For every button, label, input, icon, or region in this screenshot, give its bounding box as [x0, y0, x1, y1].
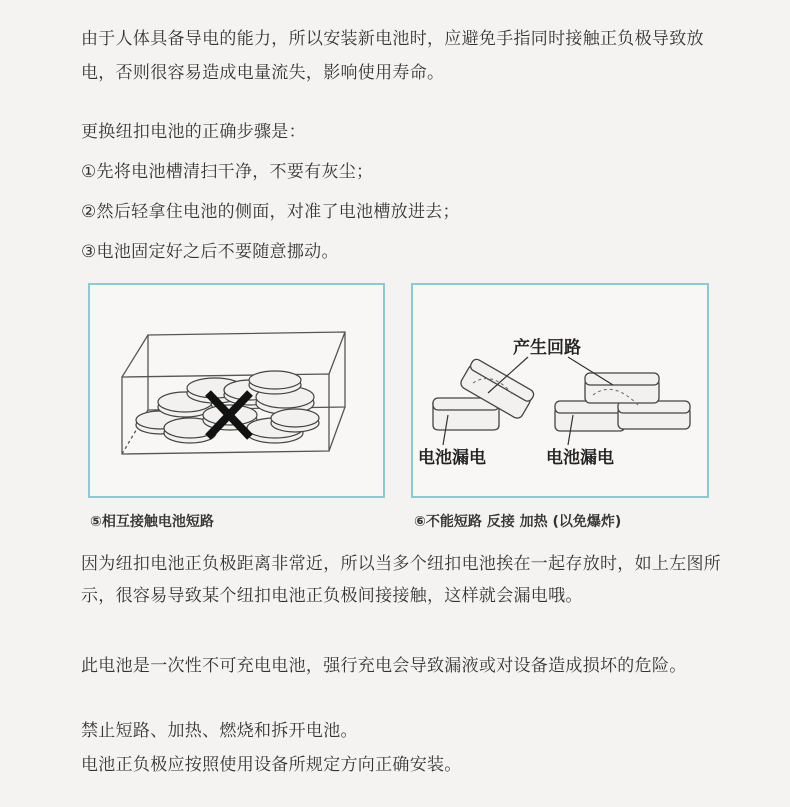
short-circuit-illustration	[413, 285, 711, 500]
intro-paragraph: 由于人体具备导电的能力，所以安装新电池时，应避免手指同时接触正负极导致放电，否则很容易造成电量流失，影响使用寿命。	[81, 29, 704, 83]
leak-label-right: 电池漏电	[546, 448, 614, 468]
warning-no-short-circuit: 禁止短路、加热、燃烧和拆开电池。	[81, 721, 358, 741]
step-3: ③电池固定好之后不要随意挪动。	[81, 242, 339, 262]
figure-stacked-batteries	[88, 283, 385, 498]
steps-title: 更换纽扣电池的正确步骤是：	[81, 122, 306, 142]
stacked-batteries-illustration	[90, 285, 387, 500]
step-1: ①先将电池槽清扫干净，不要有灰尘；	[81, 162, 374, 182]
step-2: ②然后轻拿住电池的侧面，对准了电池槽放进去；	[81, 202, 460, 222]
explain-paragraph: 因为纽扣电池正负极距离非常近，所以当多个纽扣电池挨在一起存放时，如上左图所示，很容易导致某个纽扣电池正负极间接接触，这样就会漏电哦。	[81, 554, 722, 606]
warning-non-rechargeable: 此电池是一次性不可充电电池，强行充电会导致漏液或对设备造成损坏的危险。	[81, 656, 687, 676]
loop-label: 产生回路	[513, 338, 581, 358]
figure-short-circuit	[411, 283, 709, 498]
figure-left-caption: ⑤相互接触电池短路	[90, 514, 214, 530]
leak-label-left: 电池漏电	[418, 448, 486, 468]
figure-right-caption: ⑥不能短路 反接 加热 (以免爆炸)	[414, 514, 622, 530]
warning-polarity: 电池正负极应按照使用设备所规定方向正确安装。	[81, 755, 462, 775]
